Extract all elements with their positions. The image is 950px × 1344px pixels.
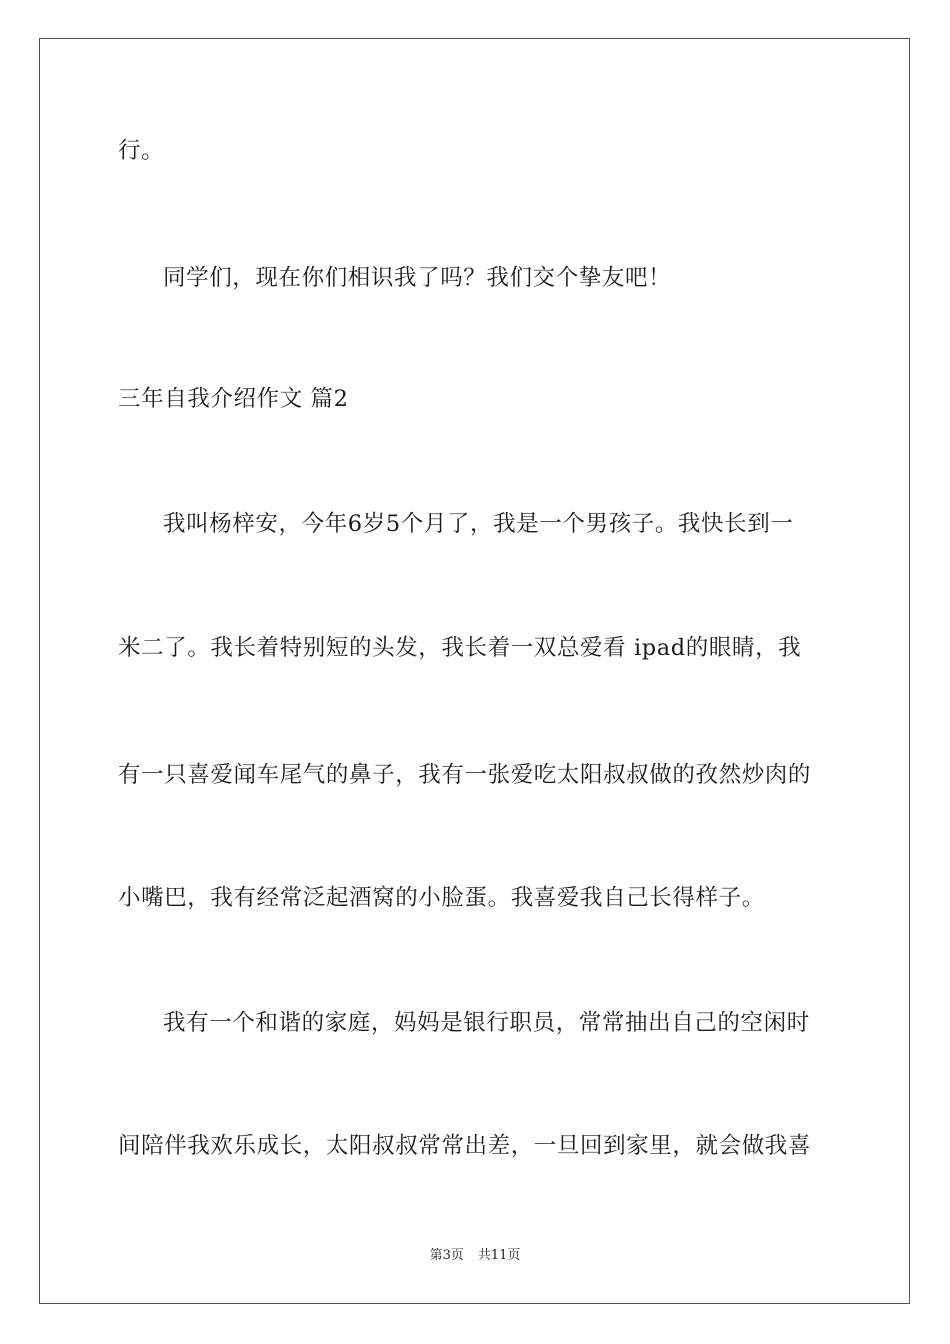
text-line: 同学们，现在你们相识我了吗？我们交个挚友吧！ — [163, 265, 672, 291]
page-footer — [0, 1247, 950, 1265]
page-number: 第3页 — [429, 1248, 464, 1263]
text-line: 我叫杨梓安，今年6岁5个月了，我是一个男孩子。我快长到一 — [163, 511, 794, 537]
page-total: 共11页 — [477, 1248, 521, 1263]
text-line: 间陪伴我欢乐成长，太阳叔叔常常出差，一旦回到家里，就会做我喜 — [118, 1133, 812, 1159]
page-border — [39, 38, 910, 1304]
text-line: 我有一个和谐的家庭，妈妈是银行职员，常常抽出自己的空闲时 — [163, 1010, 810, 1036]
text-line: 有一只喜爱闻车尾气的鼻子，我有一张爱吃太阳叔叔做的孜然炒肉的 — [118, 762, 812, 788]
text-line: 小嘴巴，我有经常泛起酒窝的小脸蛋。我喜爱我自己长得样子。 — [118, 885, 765, 911]
text-line: 行。 — [118, 138, 165, 164]
text-line: 米二了。我长着特别短的头发，我长着一双总爱看 ipad的眼睛，我 — [118, 635, 802, 661]
section-heading: 三年自我介绍作文 篇2 — [118, 386, 349, 412]
